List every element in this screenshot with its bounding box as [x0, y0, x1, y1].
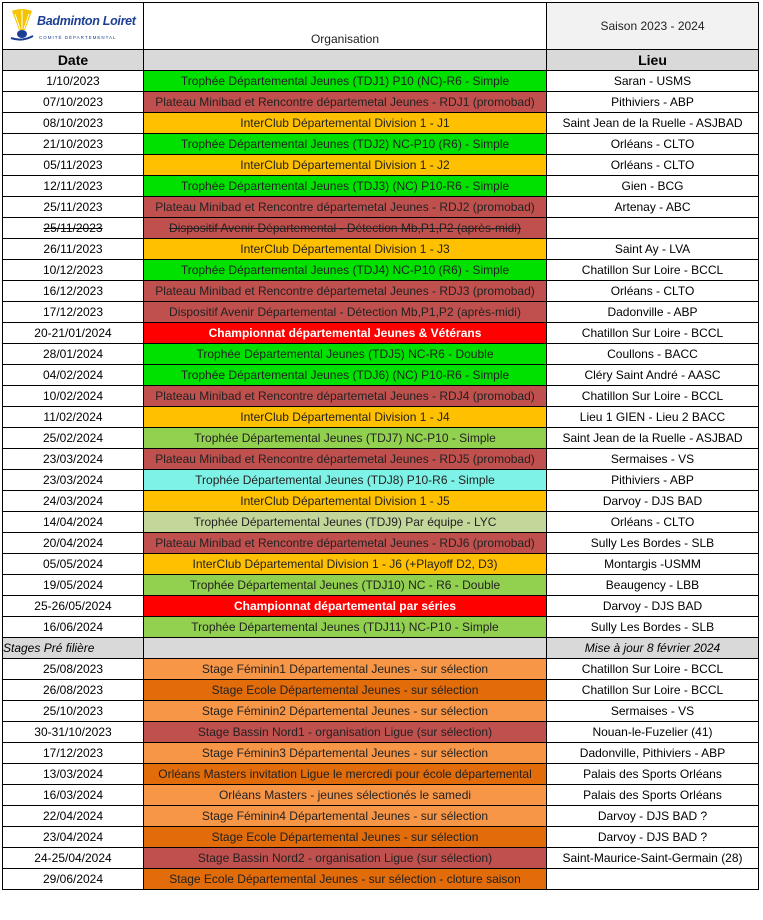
lieu-cell: Sermaises - VS	[547, 449, 759, 470]
date-cell: 07/10/2023	[3, 92, 144, 113]
page-title: Organisation	[144, 3, 547, 50]
event-cell: Trophée Départemental Jeunes (TDJ6) (NC) P10-R6 - Simple	[144, 365, 547, 386]
table-row	[3, 575, 759, 596]
section-label: Stages Pré filière	[3, 638, 144, 659]
event-cell: Orléans Masters invitation Ligue le mercredi pour école départemental	[144, 764, 547, 785]
stage-row	[3, 659, 759, 680]
lieu-cell: Nouan-le-Fuzelier (41)	[547, 722, 759, 743]
lieu-cell: Orléans - CLTO	[547, 155, 759, 176]
lieu-cell: Saint Jean de la Ruelle - ASJBAD	[547, 428, 759, 449]
lieu-cell: Montargis -USMM	[547, 554, 759, 575]
event-cell: Stage Ecole Départemental Jeunes - sur sélection	[144, 680, 547, 701]
event-cell: Trophée Départemental Jeunes (TDJ9) Par équipe - LYC	[144, 512, 547, 533]
date-cell: 25/08/2023	[3, 659, 144, 680]
date-column-header: Date	[3, 50, 144, 71]
event-cell: Trophée Départemental Jeunes (TDJ10) NC - R6 - Double	[144, 575, 547, 596]
stage-row	[3, 806, 759, 827]
table-row	[3, 302, 759, 323]
event-cell: Stage Féminin3 Départemental Jeunes - sur sélection	[144, 743, 547, 764]
date-cell: 28/01/2024	[3, 344, 144, 365]
lieu-cell: Dadonville, Pithiviers - ABP	[547, 743, 759, 764]
lieu-cell: Pithiviers - ABP	[547, 470, 759, 491]
date-cell: 21/10/2023	[3, 134, 144, 155]
event-cell: Plateau Minibad et Rencontre départemetal Jeunes - RDJ1 (promobad)	[144, 92, 547, 113]
stage-row	[3, 743, 759, 764]
logo-subtext: COMITÉ DÉPARTEMENTAL	[39, 35, 117, 40]
lieu-cell: Chatillon Sur Loire - BCCL	[547, 659, 759, 680]
date-cell: 23/04/2024	[3, 827, 144, 848]
lieu-cell: Darvoy - DJS BAD ?	[547, 827, 759, 848]
event-cell: InterClub Départemental Division 1 - J5	[144, 491, 547, 512]
lieu-cell: Artenay - ABC	[547, 197, 759, 218]
event-cell: Trophée Départemental Jeunes (TDJ8) P10-R6 - Simple	[144, 470, 547, 491]
date-cell: 1/10/2023	[3, 71, 144, 92]
lieu-cell: Palais des Sports Orléans	[547, 764, 759, 785]
lieu-cell: Sermaises - VS	[547, 701, 759, 722]
lieu-cell: Saint Jean de la Ruelle - ASJBAD	[547, 113, 759, 134]
date-cell: 29/06/2024	[3, 869, 144, 890]
lieu-cell: Sully Les Bordes - SLB	[547, 533, 759, 554]
date-cell: 05/05/2024	[3, 554, 144, 575]
lieu-cell: Orléans - CLTO	[547, 281, 759, 302]
column-header-row	[3, 50, 759, 71]
date-cell: 20/04/2024	[3, 533, 144, 554]
lieu-cell: Saran - USMS	[547, 71, 759, 92]
section-row-stages	[3, 638, 759, 659]
stage-row	[3, 869, 759, 890]
schedule-table	[2, 2, 759, 890]
lieu-column-header: Lieu	[547, 50, 759, 71]
table-row	[3, 554, 759, 575]
date-cell: 20-21/01/2024	[3, 323, 144, 344]
stage-row	[3, 785, 759, 806]
table-row	[3, 239, 759, 260]
lieu-cell: Dadonville - ABP	[547, 302, 759, 323]
header-row	[3, 3, 759, 50]
date-cell: 25/02/2024	[3, 428, 144, 449]
event-cell: InterClub Départemental Division 1 - J6 (+Playoff D2, D3)	[144, 554, 547, 575]
event-cell: InterClub Départemental Division 1 - J3	[144, 239, 547, 260]
lieu-cell: Beaugency - LBB	[547, 575, 759, 596]
date-cell: 24/03/2024	[3, 491, 144, 512]
date-cell: 26/08/2023	[3, 680, 144, 701]
stage-row	[3, 827, 759, 848]
date-cell: 10/02/2024	[3, 386, 144, 407]
event-cell: Stage Féminin4 Départemental Jeunes - sur sélection	[144, 806, 547, 827]
table-row	[3, 449, 759, 470]
date-cell: 25-26/05/2024	[3, 596, 144, 617]
table-row	[3, 134, 759, 155]
lieu-cell: Sully Les Bordes - SLB	[547, 617, 759, 638]
table-row	[3, 491, 759, 512]
date-cell: 24-25/04/2024	[3, 848, 144, 869]
event-cell: Plateau Minibad et Rencontre départemetal Jeunes - RDJ5 (promobad)	[144, 449, 547, 470]
event-cell: Plateau Minibad et Rencontre départemetal Jeunes - RDJ6 (promobad)	[144, 533, 547, 554]
table-row	[3, 596, 759, 617]
table-row	[3, 281, 759, 302]
lieu-cell: Chatillon Sur Loire - BCCL	[547, 386, 759, 407]
table-row	[3, 92, 759, 113]
lieu-cell: Palais des Sports Orléans	[547, 785, 759, 806]
organisation-column-header	[144, 50, 547, 71]
date-cell: 17/12/2023	[3, 743, 144, 764]
event-cell: InterClub Départemental Division 1 - J4	[144, 407, 547, 428]
event-cell: Stage Bassin Nord1 - organisation Ligue (sur sélection)	[144, 722, 547, 743]
date-cell: 25/10/2023	[3, 701, 144, 722]
table-row	[3, 197, 759, 218]
event-cell: Championnat départemental Jeunes & Vétérans	[144, 323, 547, 344]
lieu-cell: Chatillon Sur Loire - BCCL	[547, 680, 759, 701]
event-cell: Dispositif Avenir Départemental - Détection Mb,P1,P2 (après-midi)	[144, 218, 547, 239]
event-cell: Trophée Départemental Jeunes (TDJ2) NC-P10 (R6) - Simple	[144, 134, 547, 155]
lieu-cell: Gien - BCG	[547, 176, 759, 197]
lieu-cell: Darvoy - DJS BAD ?	[547, 806, 759, 827]
date-cell: 16/03/2024	[3, 785, 144, 806]
event-cell: InterClub Départemental Division 1 - J1	[144, 113, 547, 134]
table-row	[3, 323, 759, 344]
event-cell: Trophée Départemental Jeunes (TDJ3) (NC) P10-R6 - Simple	[144, 176, 547, 197]
date-cell: 22/04/2024	[3, 806, 144, 827]
event-cell: Dispositif Avenir Départemental - Détection Mb,P1,P2 (après-midi)	[144, 302, 547, 323]
lieu-cell: Cléry Saint André - AASC	[547, 365, 759, 386]
date-cell: 26/11/2023	[3, 239, 144, 260]
event-cell: Stage Ecole Départemental Jeunes - sur sélection - cloture saison	[144, 869, 547, 890]
stage-row	[3, 764, 759, 785]
table-row	[3, 176, 759, 197]
lieu-cell: Chatillon Sur Loire - BCCL	[547, 260, 759, 281]
event-cell: Stage Féminin1 Départemental Jeunes - sur sélection	[144, 659, 547, 680]
event-cell: Trophée Départemental Jeunes (TDJ4) NC-P10 (R6) - Simple	[144, 260, 547, 281]
event-cell: Plateau Minibad et Rencontre départemetal Jeunes - RDJ2 (promobad)	[144, 197, 547, 218]
date-cell: 13/03/2024	[3, 764, 144, 785]
lieu-cell	[547, 869, 759, 890]
date-cell: 12/11/2023	[3, 176, 144, 197]
date-cell: 25/11/2023	[3, 218, 144, 239]
update-note: Mise à jour 8 février 2024	[547, 638, 759, 659]
table-row	[3, 155, 759, 176]
lieu-cell: Pithiviers - ABP	[547, 92, 759, 113]
badminton-loiret-logo	[7, 6, 143, 46]
section-spacer	[144, 638, 547, 659]
date-cell: 11/02/2024	[3, 407, 144, 428]
event-cell: Plateau Minibad et Rencontre départemetal Jeunes - RDJ4 (promobad)	[144, 386, 547, 407]
lieu-cell: Orléans - CLTO	[547, 512, 759, 533]
event-cell: Trophée Départemental Jeunes (TDJ7) NC-P10 - Simple	[144, 428, 547, 449]
table-row	[3, 512, 759, 533]
event-cell: Trophée Départemental Jeunes (TDJ5) NC-R6 - Double	[144, 344, 547, 365]
event-cell: Stage Féminin2 Départemental Jeunes - sur sélection	[144, 701, 547, 722]
lieu-cell: Chatillon Sur Loire - BCCL	[547, 323, 759, 344]
date-cell: 30-31/10/2023	[3, 722, 144, 743]
event-cell: Orléans Masters - jeunes sélectionés le samedi	[144, 785, 547, 806]
table-row	[3, 113, 759, 134]
season-title: Saison 2023 - 2024	[547, 3, 759, 50]
lieu-cell: Orléans - CLTO	[547, 134, 759, 155]
lieu-cell: Saint Ay - LVA	[547, 239, 759, 260]
table-row	[3, 533, 759, 554]
lieu-cell: Lieu 1 GIEN - Lieu 2 BACC	[547, 407, 759, 428]
stage-row	[3, 722, 759, 743]
table-row	[3, 386, 759, 407]
date-cell: 23/03/2024	[3, 449, 144, 470]
lieu-cell	[547, 218, 759, 239]
stage-row	[3, 848, 759, 869]
event-cell: Championnat départemental par séries	[144, 596, 547, 617]
date-cell: 14/04/2024	[3, 512, 144, 533]
table-row	[3, 71, 759, 92]
event-cell: Stage Bassin Nord2 - organisation Ligue (sur sélection)	[144, 848, 547, 869]
table-row	[3, 617, 759, 638]
lieu-cell: Darvoy - DJS BAD	[547, 596, 759, 617]
date-cell: 05/11/2023	[3, 155, 144, 176]
lieu-cell: Coullons - BACC	[547, 344, 759, 365]
date-cell: 16/06/2024	[3, 617, 144, 638]
date-cell: 17/12/2023	[3, 302, 144, 323]
table-row	[3, 365, 759, 386]
table-row	[3, 344, 759, 365]
stage-row	[3, 680, 759, 701]
stage-row	[3, 701, 759, 722]
date-cell: 25/11/2023	[3, 197, 144, 218]
event-cell: Trophée Départemental Jeunes (TDJ1) P10 (NC)-R6 - Simple	[144, 71, 547, 92]
event-cell: Plateau Minibad et Rencontre départemetal Jeunes - RDJ3 (promobad)	[144, 281, 547, 302]
date-cell: 23/03/2024	[3, 470, 144, 491]
table-row	[3, 218, 759, 239]
table-row	[3, 428, 759, 449]
lieu-cell: Darvoy - DJS BAD	[547, 491, 759, 512]
date-cell: 10/12/2023	[3, 260, 144, 281]
table-row	[3, 260, 759, 281]
logo-text: Badminton Loiret	[37, 14, 136, 28]
date-cell: 16/12/2023	[3, 281, 144, 302]
shuttlecock-icon	[9, 8, 35, 42]
date-cell: 04/02/2024	[3, 365, 144, 386]
table-row	[3, 407, 759, 428]
table-row	[3, 470, 759, 491]
event-cell: InterClub Départemental Division 1 - J2	[144, 155, 547, 176]
logo-cell	[3, 3, 144, 50]
lieu-cell: Saint-Maurice-Saint-Germain (28)	[547, 848, 759, 869]
date-cell: 08/10/2023	[3, 113, 144, 134]
event-cell: Trophée Départemental Jeunes (TDJ11) NC-P10 - Simple	[144, 617, 547, 638]
date-cell: 19/05/2024	[3, 575, 144, 596]
event-cell: Stage Ecole Départemental Jeunes - sur sélection	[144, 827, 547, 848]
